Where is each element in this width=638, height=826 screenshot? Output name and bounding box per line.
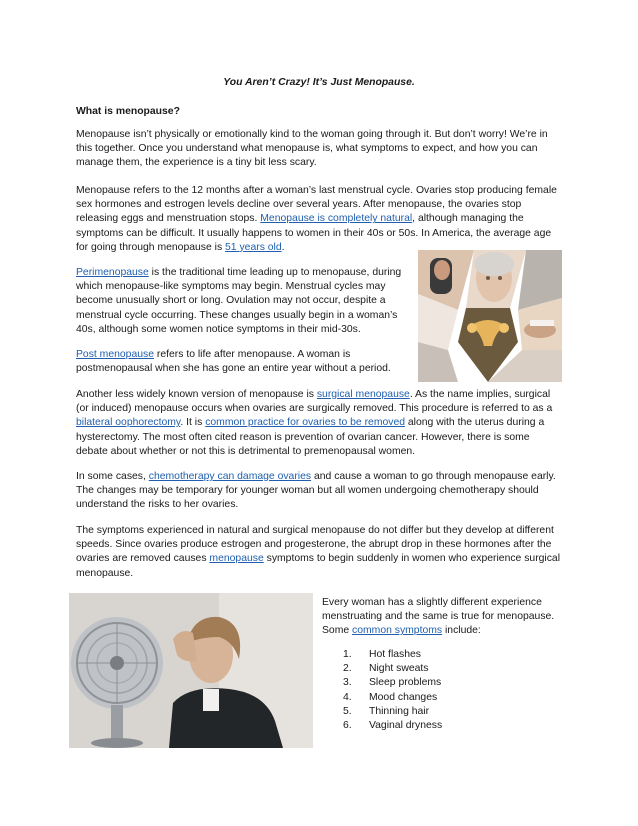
surgical-menopause-link[interactable]: surgical menopause bbox=[316, 389, 410, 400]
chemotherapy-paragraph: In some cases, chemotherapy can damage ovaries and cause a woman to go through menopause early. The changes may be temporary for younger woman but all women undergoing chemotherapy should understand the risks to her ovaries. bbox=[76, 471, 556, 511]
list-item: 6. Vaginal dryness bbox=[343, 719, 443, 731]
document-title: You Aren’t Crazy! It’s Just Menopause. bbox=[223, 77, 415, 88]
list-item: 4. Mood changes bbox=[343, 691, 438, 703]
post-menopause-link[interactable]: Post menopause bbox=[76, 349, 154, 360]
natural-menopause-link[interactable]: Menopause is completely natural bbox=[260, 213, 413, 225]
woman-with-fan-image bbox=[69, 593, 313, 748]
section-heading: What is menopause? bbox=[76, 106, 180, 117]
average-age-link[interactable]: 51 years old bbox=[225, 241, 282, 253]
chemotherapy-link[interactable]: chemotherapy can damage ovaries bbox=[148, 471, 312, 482]
perimenopause-link[interactable]: Perimenopause bbox=[76, 267, 149, 278]
ovary-removal-link[interactable]: common practice for ovaries to be removed bbox=[205, 417, 406, 429]
common-symptoms-link[interactable]: common symptoms bbox=[352, 625, 443, 637]
list-item: 3. Sleep problems bbox=[343, 677, 442, 689]
surgical-menopause-paragraph: Another less widely known version of menopause is surgical menopause. As the name implies, surgical (or induced) menopause occurs when ovaries are surgically removed. This procedure is referred to as a bilateral oophorectomy. It is common practice for ovaries to be removed along with the uterus during a hysterectomy. The most often cited reason is prevention of ovarian cancer. However, there is some debate about whether or not this is detrimental to premenopausal women. bbox=[76, 389, 553, 457]
post-menopause-paragraph: Post menopause refers to life after menopause. A woman is postmenopausal when she has gone an entire year without a period. bbox=[76, 349, 391, 375]
intro-paragraph: Menopause isn’t physically or emotionally kind to the woman going through it. But don’t worry! We’re in this together. Once you understand what menopause is, what symptoms to expect, and how you can manage them, the experience is a tiny bit less scary. bbox=[76, 129, 548, 169]
list-item: 2. Night sweats bbox=[343, 663, 429, 675]
menopause-collage-image bbox=[418, 250, 562, 382]
menopause-link[interactable]: menopause bbox=[209, 553, 264, 565]
symptom-speed-paragraph: The symptoms experienced in natural and surgical menopause do not differ but they develop at different speeds. Since ovaries produce estrogen and progesterone, the abrupt drop in these hormones after the ovaries are removed causes menopause symptoms to begin suddenly in women who experience surgical menopause. bbox=[76, 525, 561, 579]
perimenopause-paragraph: Perimenopause is the traditional time leading up to menopause, during which menopause-like symptoms may begin. Menstrual cycles may become unusually short or long. Ovulation may not occur, despite a menstrual cycle occurring. These changes usually begin in a woman’s 40s, although some women notice symptoms in their mid-30s. bbox=[76, 267, 402, 335]
definition-paragraph: Menopause refers to the 12 months after a woman’s last menstrual cycle. Ovaries stop producing female sex hormones and estrogen levels decline over several years. After menopause, the ovaries stop releasing eggs and menstruation stops. Menopause is completely natural, although managing the symptoms can be difficult. It usually happens to women in their 40s or 50s. In America, the average age for going through menopause is 51 years old. bbox=[76, 185, 557, 253]
list-item: 1. Hot flashes bbox=[343, 649, 421, 660]
symptoms-list bbox=[343, 648, 442, 733]
symptoms-intro-paragraph: Every woman has a slightly different experience menstruating and the same is true for menopause. Some common symptoms include: bbox=[322, 597, 555, 637]
list-item: 5. Thinning hair bbox=[343, 705, 430, 717]
bilateral-oophorectomy-link[interactable]: bilateral oophorectomy bbox=[76, 417, 181, 429]
